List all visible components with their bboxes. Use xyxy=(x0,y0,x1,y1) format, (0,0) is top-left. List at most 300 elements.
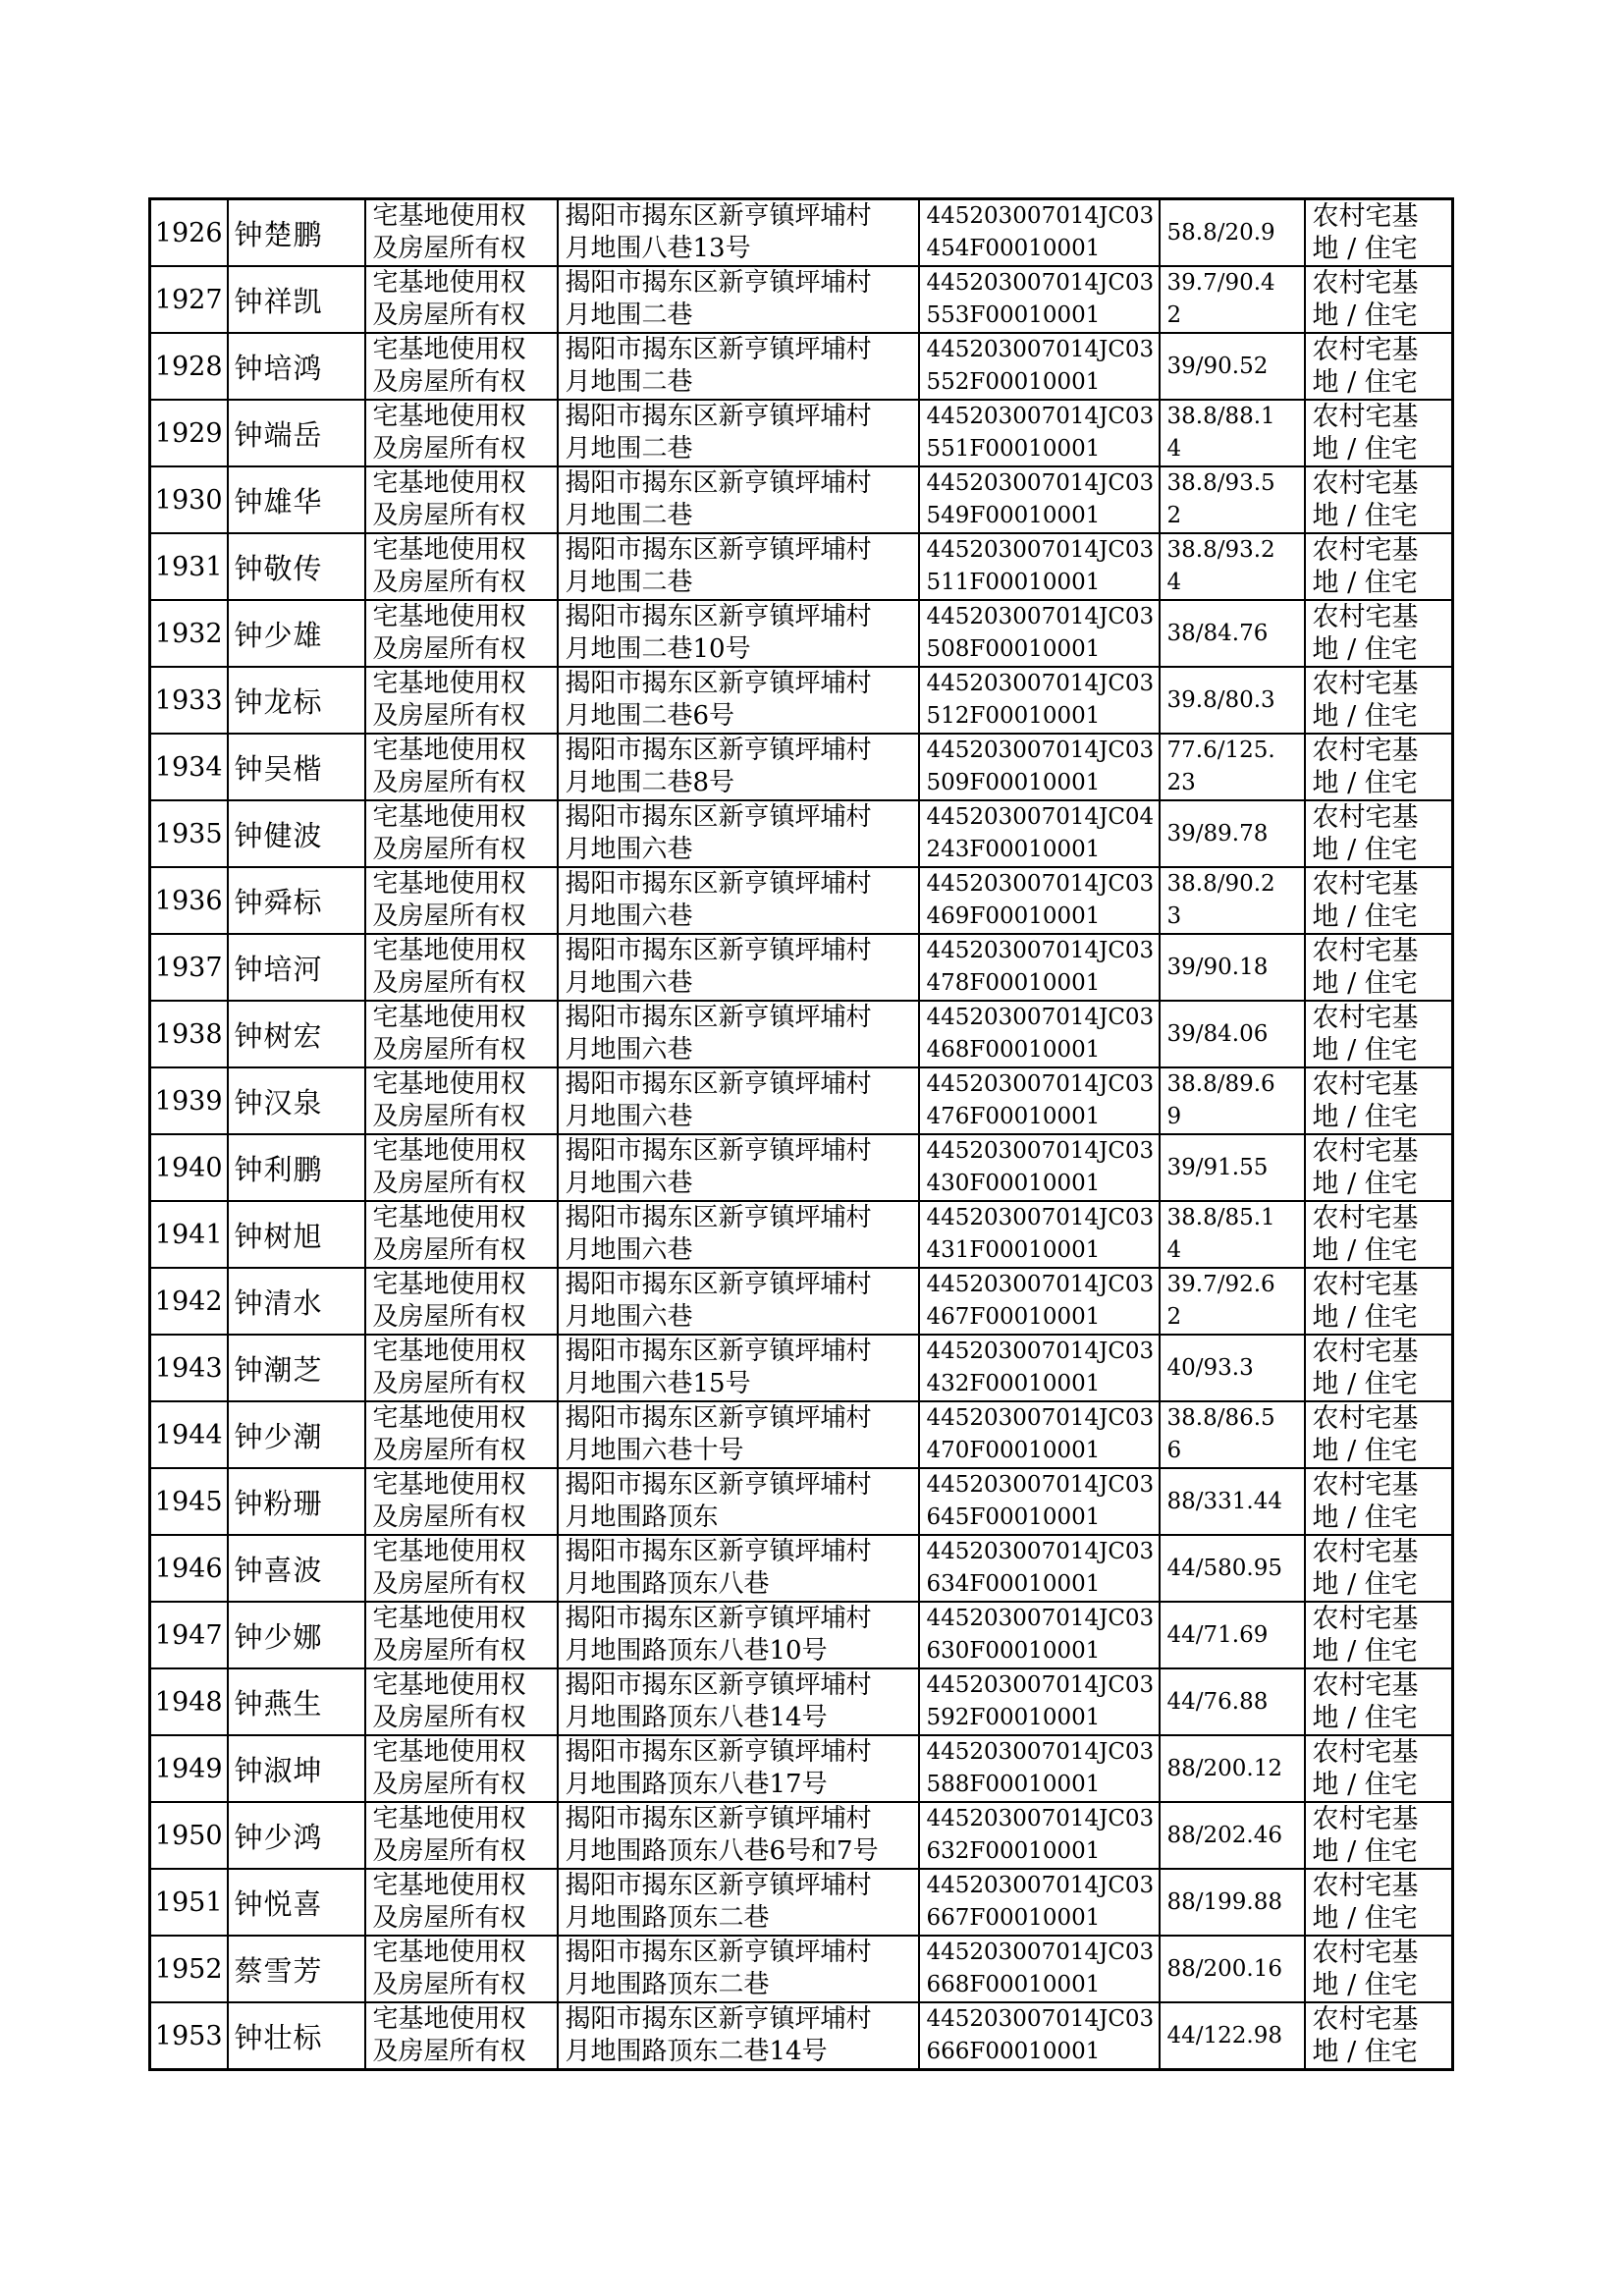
area-cell xyxy=(1160,734,1305,800)
land-use-cell xyxy=(1305,1067,1453,1134)
right-type-line: 及房屋所有权 xyxy=(372,501,526,530)
right-type-line: 及房屋所有权 xyxy=(372,1102,526,1131)
area-line: 88/200.16 xyxy=(1166,1955,1282,1982)
parcel-code-line: 630F00010001 xyxy=(926,1638,1101,1664)
land-use-line: 地 / 住宅 xyxy=(1312,501,1418,531)
land-use-line: 农村宅基 xyxy=(1312,1470,1419,1501)
row-number-cell: 1948 xyxy=(150,1668,228,1735)
parcel-code-line: 509F00010001 xyxy=(926,770,1101,795)
land-use-line: 农村宅基 xyxy=(1312,1403,1419,1434)
row-number-cell: 1944 xyxy=(150,1401,228,1468)
table-row xyxy=(150,333,1453,400)
row-number-cell: 1941 xyxy=(150,1201,228,1268)
area-cell xyxy=(1160,1134,1305,1201)
row-number-cell: 1952 xyxy=(150,1936,228,2002)
land-use-line: 农村宅基 xyxy=(1312,535,1419,566)
parcel-code-cell xyxy=(919,400,1160,466)
right-type-cell xyxy=(365,266,558,333)
area-cell xyxy=(1160,600,1305,667)
right-type-cell xyxy=(365,1602,558,1668)
right-type-cell xyxy=(365,466,558,533)
address-cell xyxy=(558,1668,919,1735)
land-use-line: 农村宅基 xyxy=(1312,1871,1419,1901)
parcel-code-line: 445203007014JC03 xyxy=(926,604,1155,629)
address-line: 揭阳市揭东区新亨镇坪埔村 xyxy=(565,1003,872,1032)
land-use-line: 农村宅基 xyxy=(1312,268,1419,299)
parcel-code-line: 468F00010001 xyxy=(926,1037,1101,1063)
address-line: 月地围路顶东八巷10号 xyxy=(565,1636,828,1666)
address-cell xyxy=(558,1201,919,1268)
right-type-line: 宅基地使用权 xyxy=(372,2004,526,2034)
owner-name-cell: 钟树旭 xyxy=(228,1201,365,1268)
area-cell xyxy=(1160,1201,1305,1268)
table-row xyxy=(150,600,1453,667)
right-type-line: 宅基地使用权 xyxy=(372,1604,526,1633)
right-type-cell xyxy=(365,1067,558,1134)
right-type-line: 及房屋所有权 xyxy=(372,835,526,864)
area-line: 39.7/90.4 xyxy=(1166,270,1275,296)
parcel-code-line: 508F00010001 xyxy=(926,636,1101,662)
parcel-code-line: 430F00010001 xyxy=(926,1171,1101,1196)
parcel-code-line: 445203007014JC03 xyxy=(926,1672,1155,1698)
owner-name-cell: 钟喜波 xyxy=(228,1535,365,1602)
address-line: 揭阳市揭东区新亨镇坪埔村 xyxy=(565,1670,872,1700)
address-line: 月地围六巷 xyxy=(565,1169,693,1198)
table-row xyxy=(150,867,1453,934)
land-use-cell xyxy=(1305,1401,1453,1468)
land-use-line: 地 / 住宅 xyxy=(1312,835,1418,865)
address-line: 揭阳市揭东区新亨镇坪埔村 xyxy=(565,1737,872,1767)
area-cell xyxy=(1160,867,1305,934)
address-line: 月地围六巷十号 xyxy=(565,1436,744,1465)
owner-name-cell: 钟淑坤 xyxy=(228,1735,365,1802)
address-cell xyxy=(558,1802,919,1869)
right-type-cell xyxy=(365,734,558,800)
land-use-line: 地 / 住宅 xyxy=(1312,1703,1418,1733)
row-number-cell: 1932 xyxy=(150,600,228,667)
parcel-code-cell xyxy=(919,1134,1160,1201)
land-use-cell xyxy=(1305,600,1453,667)
land-use-line: 地 / 住宅 xyxy=(1312,1302,1418,1333)
address-line: 月地围六巷 xyxy=(565,968,693,998)
land-use-line: 农村宅基 xyxy=(1312,335,1419,365)
owner-name-cell: 蔡雪芳 xyxy=(228,1936,365,2002)
address-cell xyxy=(558,1735,919,1802)
parcel-code-line: 552F00010001 xyxy=(926,369,1101,395)
land-use-line: 农村宅基 xyxy=(1312,669,1419,699)
right-type-line: 宅基地使用权 xyxy=(372,1069,526,1099)
address-line: 揭阳市揭东区新亨镇坪埔村 xyxy=(565,1136,872,1166)
row-number-cell: 1942 xyxy=(150,1268,228,1335)
parcel-code-cell xyxy=(919,1735,1160,1802)
row-number-cell: 1950 xyxy=(150,1802,228,1869)
area-line: 2 xyxy=(1166,1304,1182,1330)
land-use-cell xyxy=(1305,533,1453,600)
land-use-cell xyxy=(1305,1668,1453,1735)
row-number-cell: 1940 xyxy=(150,1134,228,1201)
parcel-code-line: 553F00010001 xyxy=(926,302,1101,328)
parcel-code-cell xyxy=(919,667,1160,734)
parcel-code-line: 445203007014JC03 xyxy=(926,938,1155,963)
row-number-cell: 1926 xyxy=(150,199,228,267)
address-line: 月地围六巷 xyxy=(565,1102,693,1131)
parcel-code-line: 445203007014JC03 xyxy=(926,2006,1155,2032)
area-cell xyxy=(1160,1335,1305,1401)
table-row xyxy=(150,400,1453,466)
area-line: 38.8/93.2 xyxy=(1166,537,1275,563)
owner-name-cell: 钟敬传 xyxy=(228,533,365,600)
parcel-code-cell xyxy=(919,1001,1160,1067)
area-line: 38.8/88.1 xyxy=(1166,404,1275,429)
right-type-line: 及房屋所有权 xyxy=(372,1369,526,1398)
address-cell xyxy=(558,1401,919,1468)
right-type-line: 宅基地使用权 xyxy=(372,1938,526,1967)
address-cell xyxy=(558,533,919,600)
land-use-line: 农村宅基 xyxy=(1312,468,1419,499)
row-number-cell: 1939 xyxy=(150,1067,228,1134)
area-cell xyxy=(1160,1869,1305,1936)
area-cell xyxy=(1160,1602,1305,1668)
right-type-line: 及房屋所有权 xyxy=(372,1569,526,1599)
address-line: 月地围六巷 xyxy=(565,835,693,864)
right-type-cell xyxy=(365,1401,558,1468)
address-cell xyxy=(558,800,919,867)
right-type-cell xyxy=(365,1936,558,2002)
land-use-line: 农村宅基 xyxy=(1312,1203,1419,1233)
land-use-line: 农村宅基 xyxy=(1312,1604,1419,1634)
land-use-line: 农村宅基 xyxy=(1312,736,1419,766)
table-row xyxy=(150,934,1453,1001)
right-type-line: 及房屋所有权 xyxy=(372,1903,526,1933)
address-cell xyxy=(558,199,919,267)
right-type-line: 及房屋所有权 xyxy=(372,902,526,931)
land-use-cell xyxy=(1305,1802,1453,1869)
right-type-line: 及房屋所有权 xyxy=(372,1836,526,1866)
right-type-line: 及房屋所有权 xyxy=(372,1302,526,1332)
parcel-code-cell xyxy=(919,1201,1160,1268)
land-use-line: 农村宅基 xyxy=(1312,1938,1419,1968)
address-line: 月地围二巷 xyxy=(565,367,693,397)
land-use-cell xyxy=(1305,199,1453,267)
address-cell xyxy=(558,600,919,667)
address-line: 揭阳市揭东区新亨镇坪埔村 xyxy=(565,535,872,565)
row-number-cell: 1947 xyxy=(150,1602,228,1668)
area-cell xyxy=(1160,266,1305,333)
right-type-line: 及房屋所有权 xyxy=(372,1636,526,1666)
area-line: 58.8/20.9 xyxy=(1166,219,1275,246)
area-cell xyxy=(1160,667,1305,734)
right-type-cell xyxy=(365,867,558,934)
row-number-cell: 1953 xyxy=(150,2002,228,2070)
land-use-cell xyxy=(1305,1468,1453,1535)
table-row xyxy=(150,1602,1453,1668)
land-use-line: 农村宅基 xyxy=(1312,1804,1419,1834)
table-row xyxy=(150,2002,1453,2070)
parcel-code-cell xyxy=(919,867,1160,934)
right-type-line: 及房屋所有权 xyxy=(372,434,526,464)
land-use-cell xyxy=(1305,734,1453,800)
right-type-line: 宅基地使用权 xyxy=(372,1203,526,1232)
land-use-cell xyxy=(1305,1936,1453,2002)
land-use-cell xyxy=(1305,400,1453,466)
table-row xyxy=(150,800,1453,867)
parcel-code-cell xyxy=(919,533,1160,600)
owner-name-cell: 钟汉泉 xyxy=(228,1067,365,1134)
row-number-cell: 1951 xyxy=(150,1869,228,1936)
land-use-line: 农村宅基 xyxy=(1312,1069,1419,1100)
address-cell xyxy=(558,466,919,533)
owner-name-cell: 钟少潮 xyxy=(228,1401,365,1468)
land-use-line: 农村宅基 xyxy=(1312,1003,1419,1033)
right-type-line: 宅基地使用权 xyxy=(372,802,526,832)
right-type-line: 及房屋所有权 xyxy=(372,367,526,397)
area-line: 38.8/86.5 xyxy=(1166,1405,1275,1431)
area-cell xyxy=(1160,2002,1305,2070)
row-number-cell: 1930 xyxy=(150,466,228,533)
address-line: 揭阳市揭东区新亨镇坪埔村 xyxy=(565,1337,872,1366)
area-line: 39.7/92.6 xyxy=(1166,1272,1275,1297)
parcel-code-cell xyxy=(919,1668,1160,1735)
land-use-line: 地 / 住宅 xyxy=(1312,1903,1418,1934)
address-cell xyxy=(558,867,919,934)
area-line: 77.6/125. xyxy=(1166,738,1275,763)
area-cell xyxy=(1160,1468,1305,1535)
land-use-line: 农村宅基 xyxy=(1312,936,1419,966)
parcel-code-cell xyxy=(919,266,1160,333)
owner-name-cell: 钟舜标 xyxy=(228,867,365,934)
area-line: 38/84.76 xyxy=(1166,620,1269,646)
owner-name-cell: 钟健波 xyxy=(228,800,365,867)
land-use-cell xyxy=(1305,1735,1453,1802)
table-row xyxy=(150,1468,1453,1535)
right-type-line: 及房屋所有权 xyxy=(372,1503,526,1532)
address-line: 揭阳市揭东区新亨镇坪埔村 xyxy=(565,1470,872,1500)
address-line: 月地围六巷 xyxy=(565,1302,693,1332)
table-row xyxy=(150,1869,1453,1936)
address-line: 揭阳市揭东区新亨镇坪埔村 xyxy=(565,936,872,965)
right-type-cell xyxy=(365,1001,558,1067)
right-type-cell xyxy=(365,1335,558,1401)
area-line: 39/84.06 xyxy=(1166,1020,1269,1047)
area-cell xyxy=(1160,1067,1305,1134)
area-line: 39/90.52 xyxy=(1166,353,1269,379)
table-row xyxy=(150,1067,1453,1134)
table-row xyxy=(150,1335,1453,1401)
table-row xyxy=(150,1268,1453,1335)
address-cell xyxy=(558,1067,919,1134)
address-cell xyxy=(558,667,919,734)
right-type-line: 及房屋所有权 xyxy=(372,2037,526,2066)
area-cell xyxy=(1160,533,1305,600)
address-line: 月地围路顶东二巷 xyxy=(565,1970,770,1999)
land-use-line: 地 / 住宅 xyxy=(1312,1636,1418,1667)
area-cell xyxy=(1160,1401,1305,1468)
land-use-line: 农村宅基 xyxy=(1312,1737,1419,1768)
parcel-code-line: 476F00010001 xyxy=(926,1104,1101,1129)
right-type-line: 宅基地使用权 xyxy=(372,335,526,364)
parcel-code-cell xyxy=(919,333,1160,400)
table-row xyxy=(150,1134,1453,1201)
area-line: 6 xyxy=(1166,1438,1182,1463)
address-line: 揭阳市揭东区新亨镇坪埔村 xyxy=(565,1938,872,1967)
area-line: 2 xyxy=(1166,503,1182,528)
right-type-cell xyxy=(365,1668,558,1735)
address-line: 月地围二巷 xyxy=(565,301,693,330)
address-line: 月地围二巷 xyxy=(565,434,693,464)
right-type-line: 宅基地使用权 xyxy=(372,1804,526,1833)
parcel-code-cell xyxy=(919,1335,1160,1401)
parcel-code-line: 445203007014JC03 xyxy=(926,537,1155,563)
parcel-code-line: 588F00010001 xyxy=(926,1772,1101,1797)
owner-name-cell: 钟少雄 xyxy=(228,600,365,667)
table-row xyxy=(150,1001,1453,1067)
right-type-line: 宅基地使用权 xyxy=(372,602,526,631)
address-cell xyxy=(558,1535,919,1602)
table-body xyxy=(150,199,1453,2070)
area-line: 2 xyxy=(1166,302,1182,328)
right-type-line: 及房屋所有权 xyxy=(372,234,526,263)
right-type-line: 及房屋所有权 xyxy=(372,968,526,998)
address-line: 月地围路顶东八巷14号 xyxy=(565,1703,828,1732)
land-use-line: 地 / 住宅 xyxy=(1312,902,1418,932)
right-type-cell xyxy=(365,934,558,1001)
right-type-line: 宅基地使用权 xyxy=(372,1136,526,1166)
right-type-line: 宅基地使用权 xyxy=(372,535,526,565)
right-type-line: 及房屋所有权 xyxy=(372,768,526,797)
area-cell xyxy=(1160,934,1305,1001)
land-use-line: 农村宅基 xyxy=(1312,2004,1419,2035)
area-line: 40/93.3 xyxy=(1166,1354,1254,1381)
land-use-cell xyxy=(1305,934,1453,1001)
land-use-line: 农村宅基 xyxy=(1312,602,1419,632)
area-line: 38.8/89.6 xyxy=(1166,1071,1275,1097)
land-use-line: 地 / 住宅 xyxy=(1312,1169,1418,1199)
right-type-cell xyxy=(365,1201,558,1268)
owner-name-cell: 钟悦喜 xyxy=(228,1869,365,1936)
land-use-line: 农村宅基 xyxy=(1312,201,1419,232)
address-line: 揭阳市揭东区新亨镇坪埔村 xyxy=(565,1069,872,1099)
land-use-cell xyxy=(1305,1201,1453,1268)
area-line: 44/580.95 xyxy=(1166,1555,1282,1581)
parcel-code-cell xyxy=(919,600,1160,667)
address-line: 揭阳市揭东区新亨镇坪埔村 xyxy=(565,2004,872,2034)
owner-name-cell: 钟端岳 xyxy=(228,400,365,466)
address-line: 揭阳市揭东区新亨镇坪埔村 xyxy=(565,1270,872,1299)
area-line: 4 xyxy=(1166,570,1182,595)
area-cell xyxy=(1160,333,1305,400)
parcel-code-line: 469F00010001 xyxy=(926,903,1101,929)
land-use-cell xyxy=(1305,1001,1453,1067)
address-line: 揭阳市揭东区新亨镇坪埔村 xyxy=(565,1203,872,1232)
right-type-cell xyxy=(365,533,558,600)
right-type-line: 宅基地使用权 xyxy=(372,1737,526,1767)
land-use-line: 农村宅基 xyxy=(1312,802,1419,833)
parcel-code-line: 470F00010001 xyxy=(926,1438,1101,1463)
area-cell xyxy=(1160,400,1305,466)
owner-name-cell: 钟清水 xyxy=(228,1268,365,1335)
parcel-code-cell xyxy=(919,734,1160,800)
address-line: 揭阳市揭东区新亨镇坪埔村 xyxy=(565,669,872,698)
parcel-code-line: 445203007014JC03 xyxy=(926,1339,1155,1364)
right-type-cell xyxy=(365,800,558,867)
land-use-line: 地 / 住宅 xyxy=(1312,301,1418,331)
address-cell xyxy=(558,1936,919,2002)
parcel-code-cell xyxy=(919,1401,1160,1468)
land-use-line: 农村宅基 xyxy=(1312,1670,1419,1701)
address-line: 月地围六巷15号 xyxy=(565,1369,751,1398)
area-line: 88/199.88 xyxy=(1166,1888,1282,1915)
right-type-line: 宅基地使用权 xyxy=(372,1403,526,1433)
right-type-line: 宅基地使用权 xyxy=(372,268,526,298)
area-line: 38.8/93.5 xyxy=(1166,470,1275,496)
right-type-line: 宅基地使用权 xyxy=(372,869,526,899)
parcel-code-line: 445203007014JC03 xyxy=(926,738,1155,763)
land-use-line: 地 / 住宅 xyxy=(1312,1770,1418,1800)
owner-name-cell: 钟吴楷 xyxy=(228,734,365,800)
right-type-cell xyxy=(365,1268,558,1335)
area-line: 3 xyxy=(1166,903,1182,929)
area-line: 4 xyxy=(1166,436,1182,462)
parcel-code-line: 432F00010001 xyxy=(926,1371,1101,1396)
land-use-line: 地 / 住宅 xyxy=(1312,768,1418,798)
right-type-cell xyxy=(365,333,558,400)
parcel-code-line: 445203007014JC03 xyxy=(926,203,1155,229)
table-row xyxy=(150,199,1453,267)
address-line: 月地围二巷8号 xyxy=(565,768,735,797)
parcel-code-line: 467F00010001 xyxy=(926,1304,1101,1330)
land-use-line: 地 / 住宅 xyxy=(1312,1369,1418,1399)
land-use-cell xyxy=(1305,1134,1453,1201)
parcel-code-line: 666F00010001 xyxy=(926,2039,1101,2064)
area-line: 39.8/80.3 xyxy=(1166,686,1275,713)
land-use-line: 地 / 住宅 xyxy=(1312,1569,1418,1600)
right-type-line: 及房屋所有权 xyxy=(372,1770,526,1799)
area-line: 44/76.88 xyxy=(1166,1688,1269,1715)
land-use-line: 地 / 住宅 xyxy=(1312,1503,1418,1533)
parcel-code-line: 445203007014JC03 xyxy=(926,1539,1155,1564)
land-use-line: 地 / 住宅 xyxy=(1312,634,1418,665)
right-type-line: 及房屋所有权 xyxy=(372,1169,526,1198)
table-row xyxy=(150,1201,1453,1268)
address-cell xyxy=(558,400,919,466)
right-type-cell xyxy=(365,199,558,267)
right-type-cell xyxy=(365,400,558,466)
right-type-line: 及房屋所有权 xyxy=(372,1970,526,1999)
parcel-code-cell xyxy=(919,800,1160,867)
right-type-line: 宅基地使用权 xyxy=(372,736,526,765)
area-line: 38.8/85.1 xyxy=(1166,1205,1275,1230)
address-cell xyxy=(558,1335,919,1401)
parcel-code-cell xyxy=(919,466,1160,533)
parcel-code-line: 445203007014JC03 xyxy=(926,1739,1155,1765)
land-use-line: 农村宅基 xyxy=(1312,869,1419,900)
address-line: 揭阳市揭东区新亨镇坪埔村 xyxy=(565,736,872,765)
parcel-code-line: 445203007014JC04 xyxy=(926,804,1155,830)
area-line: 23 xyxy=(1166,770,1196,795)
parcel-code-line: 445203007014JC03 xyxy=(926,1940,1155,1965)
parcel-code-line: 549F00010001 xyxy=(926,503,1101,528)
parcel-code-cell xyxy=(919,1802,1160,1869)
right-type-line: 宅基地使用权 xyxy=(372,1470,526,1500)
parcel-code-cell xyxy=(919,1869,1160,1936)
address-line: 月地围二巷 xyxy=(565,501,693,530)
parcel-code-cell xyxy=(919,199,1160,267)
parcel-code-line: 512F00010001 xyxy=(926,703,1101,729)
land-use-line: 地 / 住宅 xyxy=(1312,701,1418,732)
right-type-line: 及房屋所有权 xyxy=(372,568,526,597)
address-line: 月地围六巷 xyxy=(565,1035,693,1065)
owner-name-cell: 钟树宏 xyxy=(228,1001,365,1067)
